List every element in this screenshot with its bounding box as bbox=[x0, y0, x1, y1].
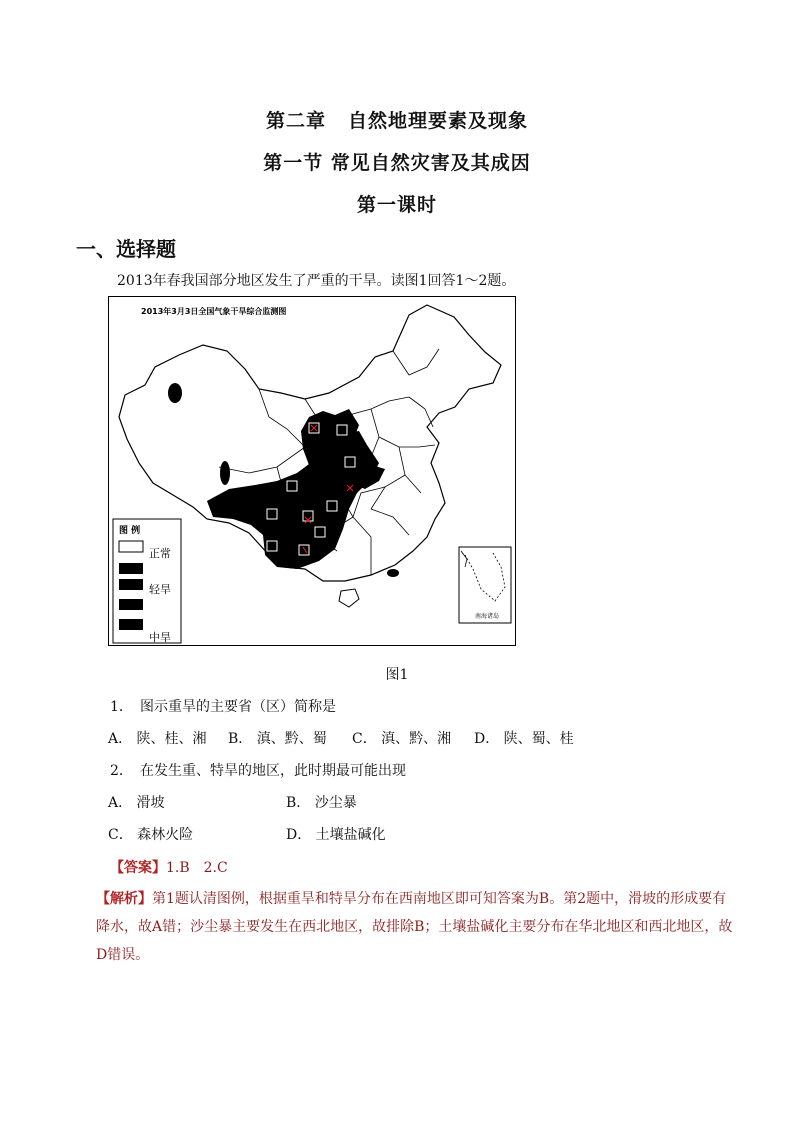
q2-option-d[interactable]: D． 土壤盐碱化 bbox=[286, 827, 386, 843]
question-1-number: 1． bbox=[110, 699, 133, 715]
drought-spot-tibet bbox=[220, 461, 230, 485]
legend-label-normal: 正常 bbox=[149, 547, 171, 560]
legend-title: 图 例 bbox=[119, 526, 141, 536]
question-2-number: 2． bbox=[110, 763, 133, 779]
analysis-block bbox=[96, 885, 736, 969]
section-title: 第一节 常见自然灾害及其成因 bbox=[263, 152, 531, 174]
question-1 bbox=[110, 696, 336, 716]
answer-text: 1.B 2.C bbox=[166, 860, 228, 876]
q2-option-b[interactable]: B． 沙尘暴 bbox=[286, 795, 357, 811]
legend-swatch-moderate-1 bbox=[119, 599, 143, 610]
chapter-label: 第二章 bbox=[265, 110, 326, 132]
legend-swatch-light-2 bbox=[119, 579, 143, 590]
q2-option-a[interactable]: A． 滑坡 bbox=[108, 795, 165, 811]
legend-label-light: 轻旱 bbox=[149, 583, 171, 596]
chapter-title bbox=[0, 106, 794, 133]
question-2-options-row-2 bbox=[108, 824, 386, 844]
drought-spot-xinjiang bbox=[168, 383, 182, 403]
analysis-text: 第1题认清图例，根据重旱和特旱分布在西南地区即可知答案为B。第2题中，滑坡的形成要有降水，故A错；沙尘暴主要发生在西北地区，故排除B；土壤盐碱化主要分布在华北地区和西北地区，故D错误。 bbox=[96, 891, 733, 963]
analysis-label: 【解析】 bbox=[96, 891, 152, 907]
question-1-options bbox=[108, 728, 574, 748]
q1-option-b[interactable]: B． 滇、黔、蜀 bbox=[228, 731, 327, 747]
q1-option-a[interactable]: A． 陕、桂、湘 bbox=[108, 731, 207, 747]
legend-label-moderate: 中旱 bbox=[149, 631, 171, 644]
chapter-name: 自然地理要素及现象 bbox=[348, 110, 529, 132]
drought-map-figure bbox=[108, 296, 516, 646]
legend-swatch-normal bbox=[119, 541, 143, 552]
legend-swatch-light-1 bbox=[119, 563, 143, 574]
legend-swatch-moderate-2 bbox=[119, 619, 143, 630]
question-intro: 2013年春我国部分地区发生了严重的干旱。读图1回答1～2题。 bbox=[117, 273, 516, 289]
hainan-island bbox=[339, 589, 359, 607]
q2-option-c[interactable]: C． 森林火险 bbox=[108, 827, 194, 843]
answer-line bbox=[110, 857, 228, 877]
question-1-stem: 图示重旱的主要省（区）简称是 bbox=[140, 699, 336, 715]
drought-spot-coast bbox=[387, 569, 399, 577]
q1-option-c[interactable]: C． 滇、黔、湘 bbox=[352, 731, 452, 747]
figure-caption: 图1 bbox=[385, 667, 409, 683]
lesson-title: 第一课时 bbox=[356, 194, 437, 216]
map-title: 2013年3月3日全国气象干旱综合监测图 bbox=[141, 307, 287, 316]
china-drought-map bbox=[109, 297, 515, 645]
question-2 bbox=[110, 760, 406, 780]
question-2-stem: 在发生重、特旱的地区，此时期最可能出现 bbox=[140, 763, 406, 779]
question-2-options-row-1 bbox=[108, 792, 357, 812]
answer-label: 【答案】 bbox=[110, 860, 166, 876]
inset-label: 南海诸岛 bbox=[475, 613, 500, 620]
part-heading: 一、选择题 bbox=[76, 237, 176, 261]
q1-option-d[interactable]: D． 陕、蜀、桂 bbox=[474, 731, 574, 747]
